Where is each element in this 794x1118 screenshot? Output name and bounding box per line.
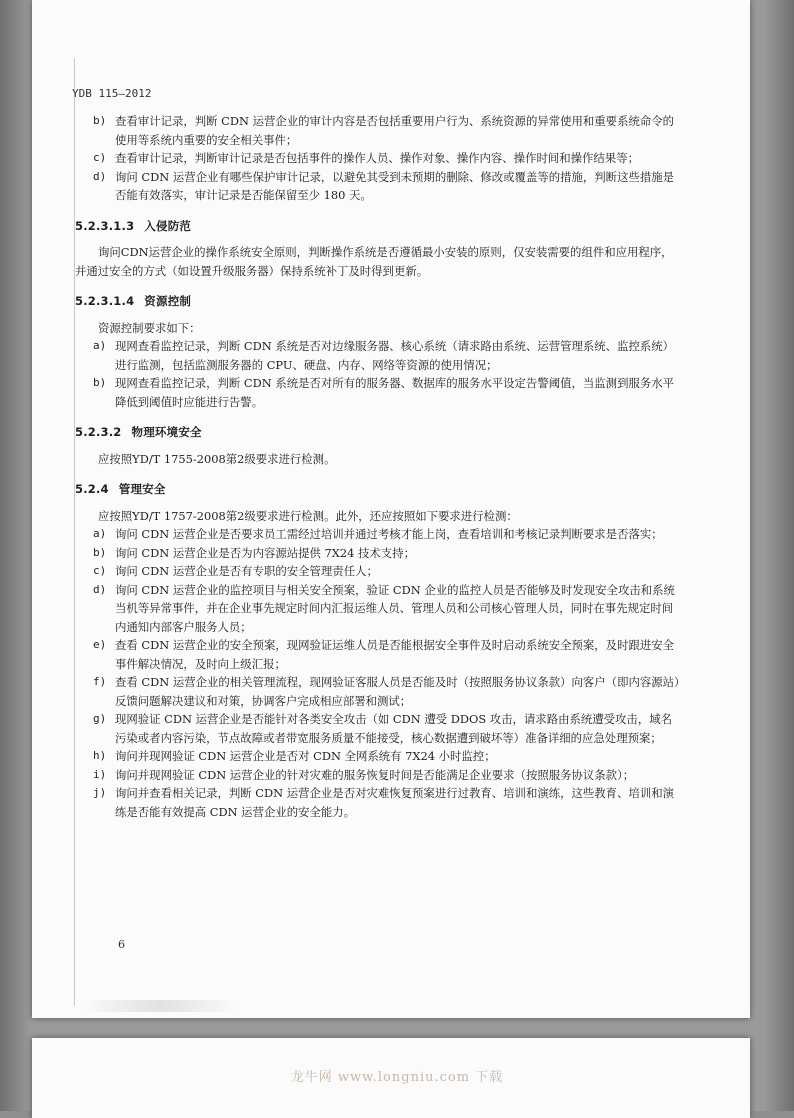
list-item <box>75 337 680 374</box>
list-item-text: 查看 CDN 运营企业的相关管理流程，现网验证客服人员是否能及时（按照服务协议条款）向客户（即内容源站）反馈问题解决建议和对策，协调客户完成相应部署和测试； <box>115 675 680 708</box>
list-item-text: 询问 CDN 运营企业是否要求员工需经过培训并通过考核才能上岗，查看培训和考核记录判断要求是否落实； <box>115 527 663 541</box>
list-item-label: f) <box>93 675 107 688</box>
scan-smudge <box>80 1000 240 1012</box>
list-item-text: 查看审计记录，判断审计记录是否包括事件的操作人员、操作对象、操作内容、操作时间和操作结果等； <box>115 151 639 165</box>
list-item-text: 询问并现网验证 CDN 运营企业的针对灾难的服务恢复时间是否能满足企业要求（按照服务协议条款）； <box>115 767 635 782</box>
list-item-text: 查看审计记录，判断 CDN 运营企业的审计内容是否包括重要用户行为、系统资源的异常使用和重要系统命令的使用等系统内重要的安全相关事件； <box>115 114 675 147</box>
list-item <box>75 112 680 149</box>
list-item-label: c) <box>93 151 107 164</box>
list-item <box>75 562 680 581</box>
section-heading-intrusion-prevention <box>75 217 680 236</box>
page-content <box>75 112 680 821</box>
list-item <box>75 168 680 205</box>
list-item-label: a) <box>93 527 107 540</box>
section-title: 入侵防范 <box>144 218 192 233</box>
list-item <box>75 525 680 544</box>
section-number: 5.2.4 <box>75 482 109 496</box>
section-number: 5.2.3.2 <box>75 425 122 439</box>
list-item-label: d) <box>93 582 107 596</box>
section-title: 物理环境安全 <box>131 425 202 439</box>
list-item <box>75 149 680 168</box>
list-item-label: h) <box>93 749 107 762</box>
paragraph: 应按照YD/T 1755-2008第2级要求进行检测。 <box>98 451 336 466</box>
list-item <box>75 544 680 563</box>
list-item-text: 询问并查看相关记录，判断 CDN 运营企业是否对灾难恢复预案进行过教育、培训和演练，这些教育、培训和演练是否能有效提高 CDN 运营企业的安全能力。 <box>115 786 675 819</box>
list-item <box>75 766 680 785</box>
section-heading-physical-security <box>75 423 680 442</box>
list-item-label: b) <box>93 545 107 559</box>
list-item <box>75 636 680 673</box>
list-item-label: e) <box>93 638 107 651</box>
list-item-text: 询问 CDN 运营企业的监控项目与相关安全预案，验证 CDN 企业的监控人员是否能够及时发现安全攻击和系统当机等异常事件，并在企业事先规定时间内汇报运维人员、管理人员和公司核心管理人员，同时在事先规定时间内通知内部客户服务人员； <box>115 582 675 634</box>
list-item-text: 询问 CDN 运营企业是否为内容源站提供 7X24 技术支持； <box>115 545 415 560</box>
list-item-text: 现网验证 CDN 运营企业是否能针对各类安全攻击（如 CDN 遭受 DDOS 攻击，请求路由系统遭受攻击，域名污染或者内容污染，节点故障或者带宽服务质量不能接受，核心数据遭到破坏等）准备详细的应急处理预案； <box>115 712 672 745</box>
list-item <box>75 747 680 766</box>
list-item-label: g) <box>93 712 107 725</box>
section-heading-resource-control <box>75 292 680 311</box>
list-item-label: c) <box>93 564 107 577</box>
list-item <box>75 673 680 710</box>
list-item-text: 询问并现网验证 CDN 运营企业是否对 CDN 全网系统有 7X24 小时监控； <box>115 749 496 763</box>
list-item-label: a) <box>93 339 107 352</box>
list-item-text: 现网查看监控记录，判断 CDN 系统是否对所有的服务器、数据库的服务水平设定告警阈值，当监测到服务水平降低到阈值时应能进行告警。 <box>115 376 675 409</box>
section-title: 资源控制 <box>144 294 192 308</box>
list-item <box>75 374 680 411</box>
list-item-label: d) <box>93 169 107 183</box>
list-item-text: 现网查看监控记录，判断 CDN 系统是否对边缘服务器、核心系统（请求路由系统、运营管理系统、监控系统）进行监测，包括监测服务器的 CPU、硬盘、内存、网络等资源的使用情况； <box>115 339 675 372</box>
list-item-text: 询问 CDN 运营企业有哪些保护审计记录，以避免其受到未预期的删除、修改或覆盖等的措施，判断这些措施是否能有效落实，审计记录是否能保留至少 180 天。 <box>115 169 675 202</box>
list-item <box>75 710 680 747</box>
section-number: 5.2.3.1.3 <box>75 218 135 233</box>
watermark-text: 龙牛网 www.longniu.com 下载 <box>290 1070 504 1085</box>
section-heading-management-security <box>75 480 680 499</box>
page-number: 6 <box>118 938 125 951</box>
list-item-text: 查看 CDN 运营企业的安全预案，现网验证运维人员是否能根据安全事件及时启动系统安全预案，及时跟进安全事件解决情况，及时向上级汇报； <box>115 638 675 671</box>
list-item-label: b) <box>93 114 107 127</box>
list-item-label: b) <box>93 376 107 389</box>
list-item <box>75 581 680 637</box>
list-item-text: 询问 CDN 运营企业是否有专职的安全管理责任人； <box>115 564 378 578</box>
paragraph: 资源控制要求如下： <box>98 320 201 335</box>
section-title: 管理安全 <box>118 482 166 496</box>
list-item-label: j) <box>93 786 107 799</box>
paragraph: 询问CDN运营企业的操作系统安全原则，判断操作系统是否遵循最小安装的原则，仅安装需要的组件和应用程序，并通过安全的方式（如设置升级服务器）保持系统补丁及时得到更新。 <box>75 245 673 278</box>
paragraph: 应按照YD/T 1757-2008第2级要求进行检测。此外，还应按照如下要求进行检测： <box>98 508 518 523</box>
list-item-label: i) <box>93 767 107 781</box>
document-code: YDB 115—2012 <box>72 87 152 100</box>
list-item <box>75 784 680 821</box>
section-number: 5.2.3.1.4 <box>75 294 135 308</box>
